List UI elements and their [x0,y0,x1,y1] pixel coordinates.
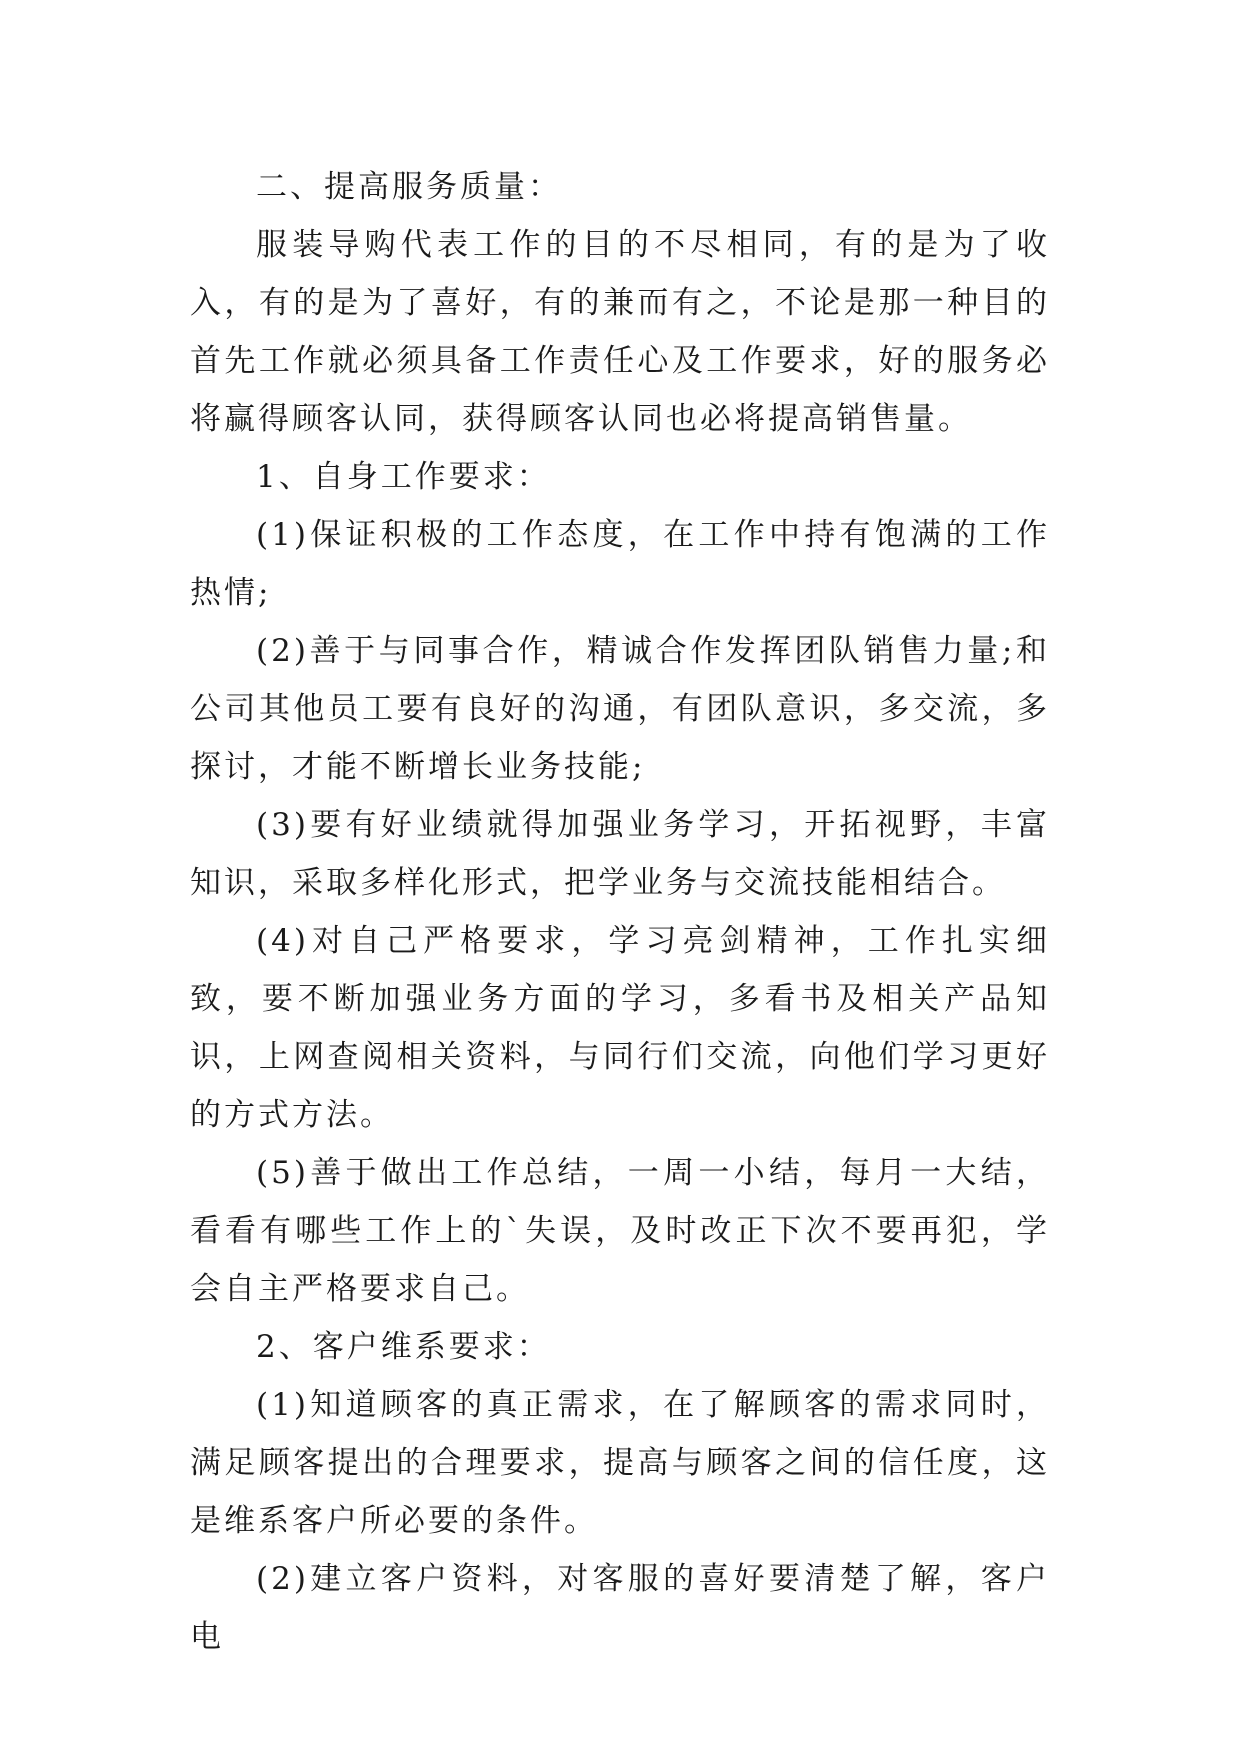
list-item: (3)要有好业绩就得加强业务学习，开拓视野，丰富知识，采取多样化形式，把学业务与交流技能相结合。 [190,807,1050,901]
subsection-heading: 1、自身工作要求： [256,459,551,495]
list-item: (2)善于与同事合作，精诚合作发挥团队销售力量;和公司其他员工要有良好的沟通，有团队意识，多交流，多探讨，才能不断增长业务技能; [190,633,1050,785]
paragraph: 服装导购代表工作的目的不尽相同，有的是为了收入，有的是为了喜好，有的兼而有之，不论是那一种目的首先工作就必须具备工作责任心及工作要求，好的服务必将赢得顾客认同，获得顾客认同也必将提高销售量。 [190,227,1050,437]
list-item: (1)知道顾客的真正需求，在了解顾客的需求同时，满足顾客提出的合理要求，提高与顾客之间的信任度，这是维系客户所必要的条件。 [190,1387,1050,1539]
list-item: (4)对自己严格要求，学习亮剑精神，工作扎实细致，要不断加强业务方面的学习，多看书及相关产品知识，上网查阅相关资料，与同行们交流，向他们学习更好的方式方法。 [190,923,1050,1133]
subsection-heading: 2、客户维系要求： [256,1329,551,1365]
section-heading: 二、提高服务质量： [256,169,562,205]
list-item: (5)善于做出工作总结，一周一小结，每月一大结，看看有哪些工作上的`失误，及时改正下次不要再犯，学会自主严格要求自己。 [190,1155,1050,1307]
list-item: (1)保证积极的工作态度，在工作中持有饱满的工作热情; [190,517,1050,611]
document-body [190,158,1050,1666]
list-item: (2)建立客户资料，对客服的喜好要清楚了解，客户电 [190,1561,1050,1655]
